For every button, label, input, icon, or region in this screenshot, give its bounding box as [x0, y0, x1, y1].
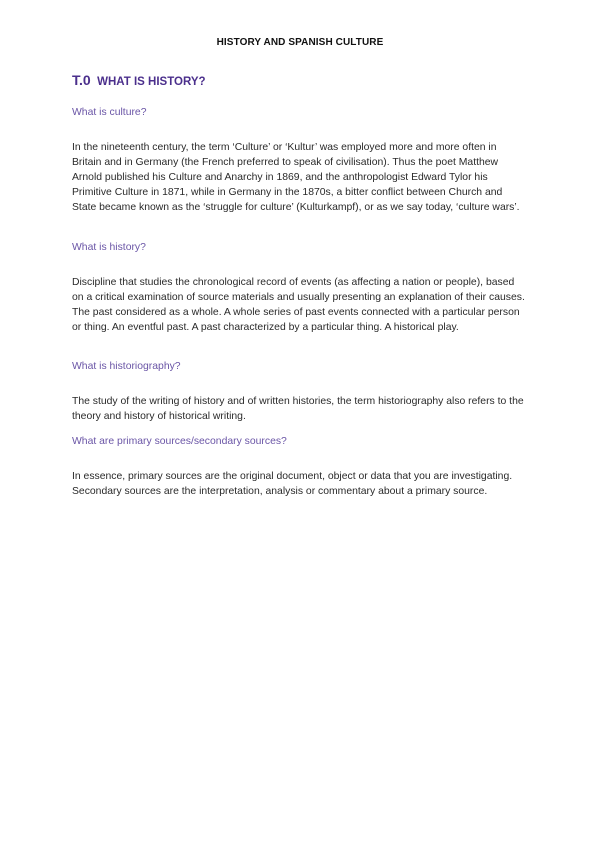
section-historiography: [72, 361, 528, 424]
section-history: [72, 242, 528, 335]
section-body: Discipline that studies the chronological record of events (as affecting a nation or people), based on a critical examination of source materials and usually presenting an explanation of their causes. The past considered as a whole. A whole series of past events connected with a particular person or thing. An eventful past. A past characterized by a particular thing. A historical play.: [72, 277, 525, 333]
chapter-title: WHAT IS HISTORY?: [97, 76, 206, 88]
section-body: The study of the writing of history and of written histories, the term historiography also refers to the theory and history of historical writing.: [72, 396, 524, 422]
section-sources: [72, 436, 528, 499]
section-heading: What is culture?: [72, 107, 147, 118]
chapter-heading: [72, 72, 206, 90]
chapter-number: T.0: [72, 72, 91, 88]
section-body: In the nineteenth century, the term ‘Culture’ or ‘Kultur’ was employed more and more often in Britain and in Germany (the French preferred to speak of civilisation). Thus the poet Matthew Arnold published his Culture and Anarchy in 1869, and the anthropologist Edward Tylor his Primitive Culture in 1871, while in Germany in the 1870s, a bitter conflict between Church and State became known as the ‘struggle for culture’ (Kulturkampf), or as we say today, ‘culture wars’.: [72, 142, 520, 213]
section-heading: What is historiography?: [72, 361, 181, 372]
document-title: HISTORY AND SPANISH CULTURE: [216, 37, 384, 48]
section-culture: [72, 107, 528, 215]
section-heading: What is history?: [72, 242, 146, 253]
section-heading: What are primary sources/secondary sources?: [72, 436, 287, 447]
section-body: In essence, primary sources are the original document, object or data that you are investigating. Secondary sources are the interpretation, analysis or commentary about a primary source.: [72, 471, 513, 497]
